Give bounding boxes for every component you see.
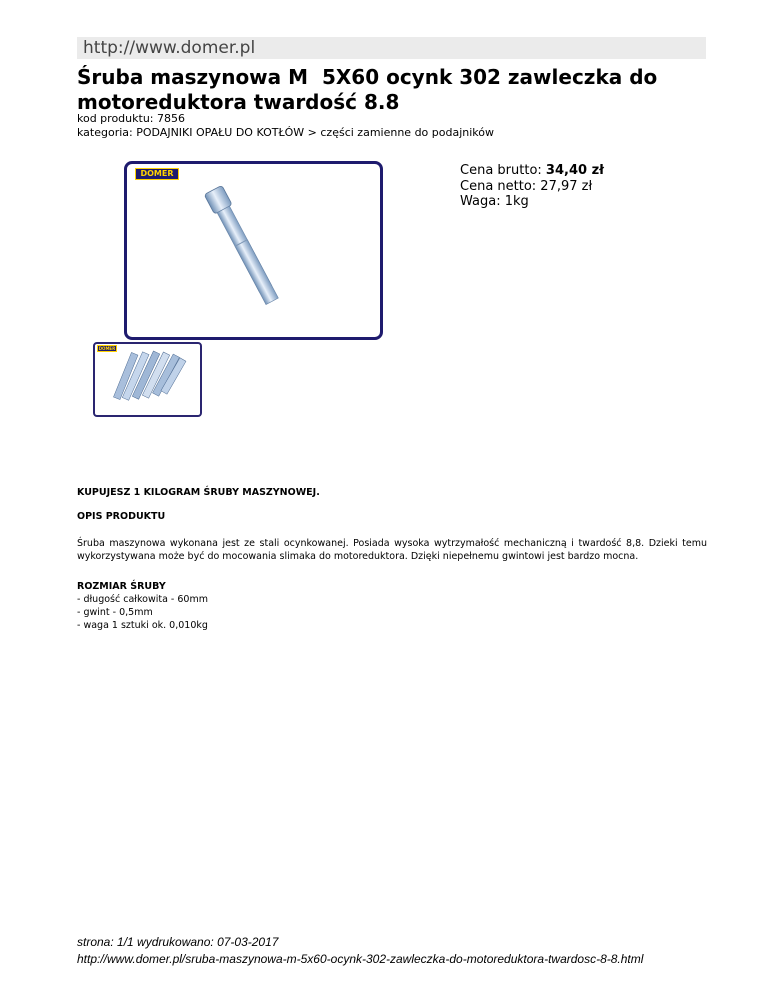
description-lead: KUPUJESZ 1 KILOGRAM ŚRUBY MASZYNOWEJ. [77, 487, 320, 498]
net-price: Cena netto: 27,97 zł [460, 179, 593, 194]
gross-price [460, 162, 604, 179]
gross-price-value: 34,40 zł [545, 163, 604, 178]
bolt-illustration [127, 164, 380, 337]
footer-url[interactable]: http://www.domer.pl/sruba-maszynowa-m-5x60-ocynk-302-zawleczka-do-motoreduktora-twardosc-8-8.html [77, 952, 644, 966]
bolts-pile-illustration [95, 344, 200, 415]
gross-price-label: Cena brutto: [460, 163, 542, 178]
main-product-image[interactable] [124, 161, 383, 340]
product-category: kategoria: PODAJNIKI OPAŁU DO KOTŁÓW > części zamienne do podajników [77, 126, 494, 139]
footer-print-info: strona: 1/1 wydrukowano: 07-03-2017 [77, 935, 279, 949]
spec-item: - waga 1 sztuki ok. 0,010kg [77, 620, 208, 631]
site-url-header: http://www.domer.pl [77, 37, 706, 59]
description-heading: OPIS PRODUKTU [77, 511, 166, 522]
spec-item: - długość całkowita - 60mm [77, 594, 208, 605]
product-code: kod produktu: 7856 [77, 112, 185, 125]
spec-item: - gwint - 0,5mm [77, 607, 153, 618]
product-thumbnail[interactable] [93, 342, 202, 417]
product-weight: Waga: 1kg [460, 194, 529, 209]
size-heading: ROZMIAR ŚRUBY [77, 581, 166, 592]
domer-logo: DOMER [135, 168, 179, 180]
product-title: Śruba maszynowa M 5X60 ocynk 302 zawleczka do motoreduktora twardość 8.8 [77, 65, 665, 114]
domer-logo-small: DOMER [98, 346, 116, 351]
description-text: Śruba maszynowa wykonana jest ze stali ocynkowanej. Posiada wysoka wytrzymałość mechaniczną i twardość 8,8. Dzieki temu wykorzystywana może być do mocowania slimaka do motoreduktora. Dzięki niepełnemu gwintowi jest bardzo mocna. [77, 538, 707, 562]
